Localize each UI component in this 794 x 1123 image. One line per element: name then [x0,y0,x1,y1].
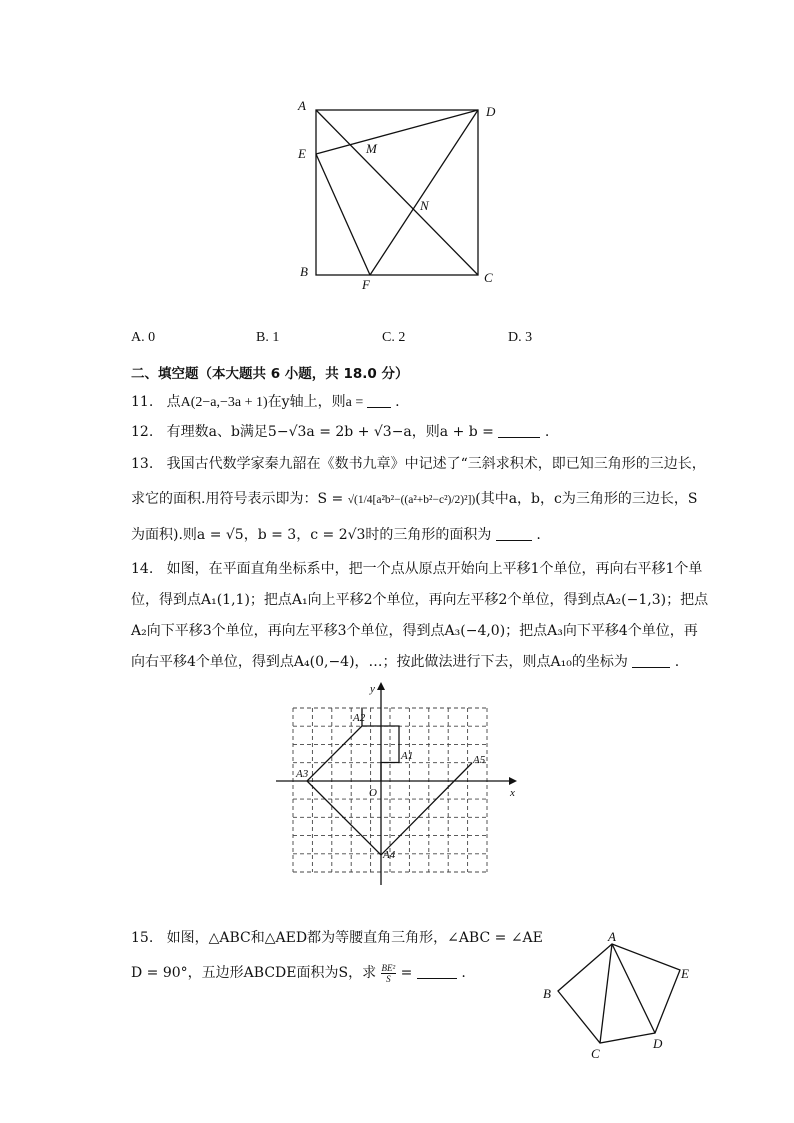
dashed-grid [293,708,487,872]
label-c: C [484,270,493,285]
option-b: B. 1 [256,330,280,345]
pentagon-label-d: D [653,1036,663,1051]
point-a1-label: A1 [401,750,414,762]
x-label: x [510,787,515,799]
q13-line3: 为面积).则a = √5，b = 3，c = 2√3时的三角形的面积为 [131,527,492,543]
q15-fraction-numerator: BE² [381,962,396,973]
q15-number: 15. [131,930,154,946]
q12-answer-blank[interactable] [498,423,540,438]
q11-math: A(2−a,−3a + 1) [180,395,268,410]
q14-line4: 向右平移4个单位，得到点A₄(0,−4)，…；按此做法进行下去，则点A₁₀的坐标为 [131,654,628,670]
q14-line2: 位，得到点A₁(1,1)；把点A₁向上平移2个单位，再向左平移2个单位，得到点A₂(−1,3)；把点 [131,592,709,608]
q12-number: 12. [131,424,154,440]
q14-answer-blank[interactable] [632,653,670,668]
pentagon-label-c: C [591,1046,600,1061]
question-15-line-2 [131,962,466,984]
option-d: D. 3 [508,330,533,345]
question-13-line-3 [131,524,691,546]
square-figure [290,95,510,295]
q13-end: . [536,527,541,543]
label-b: B [300,264,308,279]
label-e: E [298,146,306,161]
section-title: 二、填空题（本大题共 6 小题，共 18.0 分） [131,366,409,382]
label-a: A [298,98,306,113]
question-13-line-1 [131,453,706,475]
question-14-line-1 [131,558,703,580]
q13-formula: √(1/4[a²b²−((a²+b²−c²)/2)²]) [347,494,476,506]
question-13-line-2 [131,488,698,511]
question-15-line-1 [131,927,543,949]
q11-number: 11. [131,394,154,410]
q14-line1: 如图，在平面直角坐标系中，把一个点从原点开始向上平移1个单位，再向右平移1个单 [166,561,703,577]
pentagon-figure [535,925,700,1065]
label-d: D [486,104,496,119]
point-a4-label: A4 [383,849,396,861]
pentagon-label-b: B [543,986,551,1001]
q11-answer-blank[interactable] [367,393,391,408]
q13-line2a: 求它的面积.用符号表示即为：S = [131,491,344,507]
q15-eq: = [396,965,417,981]
q12-end: . [544,424,550,440]
label-n: N [420,198,429,213]
diagonal-ac [316,110,478,275]
y-axis-arrow-icon [377,682,385,690]
q14-end: . [674,654,680,670]
q15-end: . [461,965,466,981]
q13-number: 13. [131,456,154,472]
point-a3-label: A3 [296,768,309,780]
segment-ef [316,154,370,275]
q13-line2b: (其中a，b，c为三角形的三边长，S [475,491,698,507]
option-a: A. 0 [131,330,156,345]
coordinate-grid-figure [270,680,530,890]
q12-text: 有理数a、b满足5−√3a = 2b + √3−a，则a + b = [166,424,499,440]
question-11 [131,391,691,414]
q15-answer-blank[interactable] [417,964,457,979]
q15-fraction-denominator: S [386,973,391,984]
origin-label: O [369,787,377,799]
q14-line3: A₂向下平移3个单位，再向左平移3个单位，得到点A₃(−4,0)；把点A₃向下平移4个单位，再 [131,623,698,639]
x-axis-arrow-icon [509,777,517,785]
question-14-line-4 [131,651,691,673]
q13-answer-blank[interactable] [496,526,532,541]
pentagon-label-e: E [681,966,689,981]
q15-line2a: D = 90°，五边形ABCDE面积为S，求 [131,965,377,981]
q15-fraction [381,963,397,984]
y-label: y [370,683,375,695]
question-12 [131,421,691,443]
q11-math2: a = [345,395,367,410]
point-a2-label: A2 [353,712,366,724]
q11-text-a: 点 [166,394,181,410]
q11-end: . [395,394,400,410]
question-14-line-2 [131,589,709,611]
q14-number: 14. [131,561,154,577]
segment-ac [600,944,612,1043]
point-a5-label: A5 [473,754,486,766]
q11-text-b: 在y轴上，则 [267,394,346,410]
pentagon-label-a: A [608,929,616,944]
q13-line1: 我国古代数学家秦九韶在《数书九章》中记述了“三斜求积术，即已知三角形的三边长， [166,456,706,472]
option-c: C. 2 [382,330,406,345]
label-f: F [362,277,370,292]
question-14-line-3 [131,620,698,642]
label-m: M [366,141,377,156]
q15-line1: 如图，△ABC和△AED都为等腰直角三角形，∠ABC = ∠AE [166,930,543,946]
